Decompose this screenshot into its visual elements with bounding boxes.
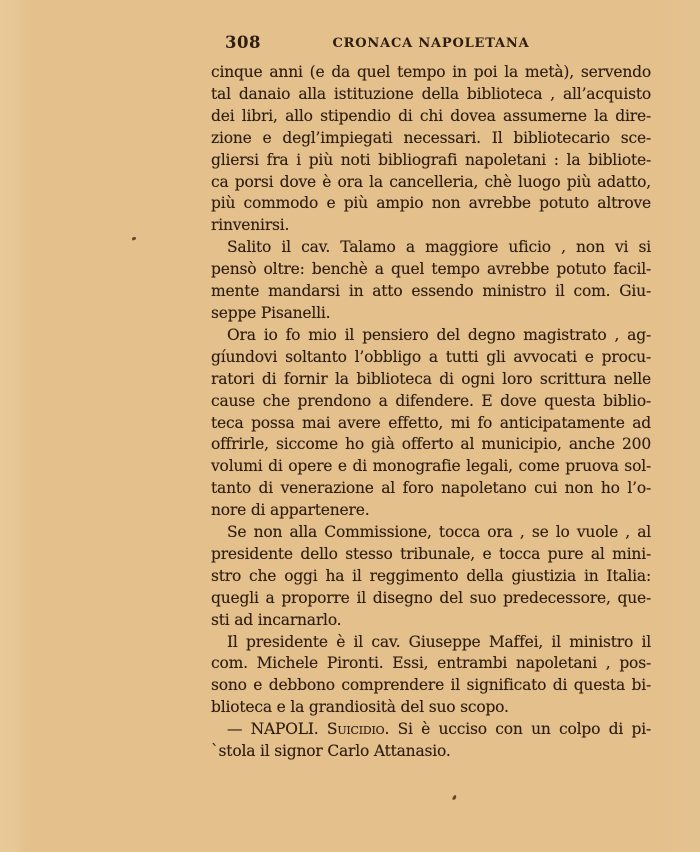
paragraph [211, 237, 651, 325]
text-line: sono e debbono comprendere il significato di questa bi- [211, 676, 651, 695]
text-line: sti ad incarnarlo. [211, 610, 342, 629]
text-segment: . Si è ucciso con un colpo di pi- [384, 720, 651, 739]
text-segment: — NAPOLI. [227, 720, 327, 739]
text-line: blioteca e la grandiosità del suo scopo. [211, 698, 509, 717]
text-line: mente mandarsi in atto essendo ministro il com. Giu- [211, 282, 651, 301]
text-line: Salito il cav. Talamo a maggiore uficio , non vi si [227, 238, 651, 257]
text-line [211, 719, 651, 741]
text-line: volumi di opere e di monografie legali, come pruova sol- [211, 457, 651, 476]
text-line: quegli a proporre il disegno del suo predecessore, que- [211, 588, 651, 607]
text-line: nore di appartenere. [211, 501, 370, 520]
page-header [211, 33, 651, 55]
text-line: com. Michele Pironti. Essi, entrambi napoletani , pos- [211, 654, 651, 673]
text-line: seppe Pisanelli. [211, 303, 331, 322]
text-line: presidente dello stesso tribunale, e tocca pure al mini- [211, 544, 651, 563]
text-body [211, 62, 651, 763]
text-line: `stola il signor Carlo Attanasio. [211, 742, 451, 761]
text-line: offrirle, siccome ho già offerto al municipio, anche 200 [211, 435, 651, 454]
ink-speck [452, 795, 457, 801]
text-line: ca porsi dove è ora la cancelleria, chè luogo più adatto, [211, 172, 651, 191]
text-line: cause che prendono a difendere. E dove questa biblio- [211, 391, 651, 410]
text-line: rinvenirsi. [211, 216, 290, 235]
text-line: gíundovi soltanto l’obbligo a tutti gli avvocati e procu- [211, 347, 651, 366]
text-line: tal danaio alla istituzione della biblioteca , all’acquisto [211, 84, 651, 103]
text-line: Il presidente è il cav. Giuseppe Maffei, il ministro il [227, 632, 651, 651]
paragraph [211, 522, 651, 632]
text-line: dei libri, allo stipendio di chi dovea assumerne la dire- [211, 106, 651, 125]
text-line: teca possa mai avere effetto, mi fo anticipatamente ad [211, 413, 651, 432]
text-line: gliersi fra i più noti bibliografi napoletani : la bibliote- [211, 150, 651, 169]
paragraph [211, 632, 651, 720]
text-line: stro che oggi ha il reggimento della giustizia in Italia: [211, 566, 651, 585]
text-line: cinque anni (e da quel tempo in poi la metà), servendo [211, 63, 651, 81]
running-title: CRONACA NAPOLETANA [332, 36, 530, 51]
text-line: ratori di fornir la biblioteca di ogni loro scrittura nelle [211, 369, 651, 388]
paragraph [211, 325, 651, 522]
text-line: zione e degl’impiegati necessari. Il bibliotecario sce- [211, 128, 651, 147]
text-line: più commodo e più ampio non avrebbe potuto altrove [211, 194, 651, 213]
text-line: Se non alla Commissione, tocca ora , se lo vuole , al [227, 523, 651, 542]
text-line: tanto di venerazione al foro napoletano cui non ho l’o- [211, 479, 651, 498]
text-line: Ora io fo mio il pensiero del degno magistrato , ag- [227, 325, 651, 344]
paragraph [211, 719, 651, 763]
page-number: 308 [225, 33, 261, 52]
ink-speck [132, 236, 137, 240]
text-line: pensò oltre: benchè a quel tempo avrebbe potuto facil- [211, 260, 651, 279]
small-caps-text: Suicidio [326, 720, 385, 739]
paragraph [211, 62, 651, 237]
